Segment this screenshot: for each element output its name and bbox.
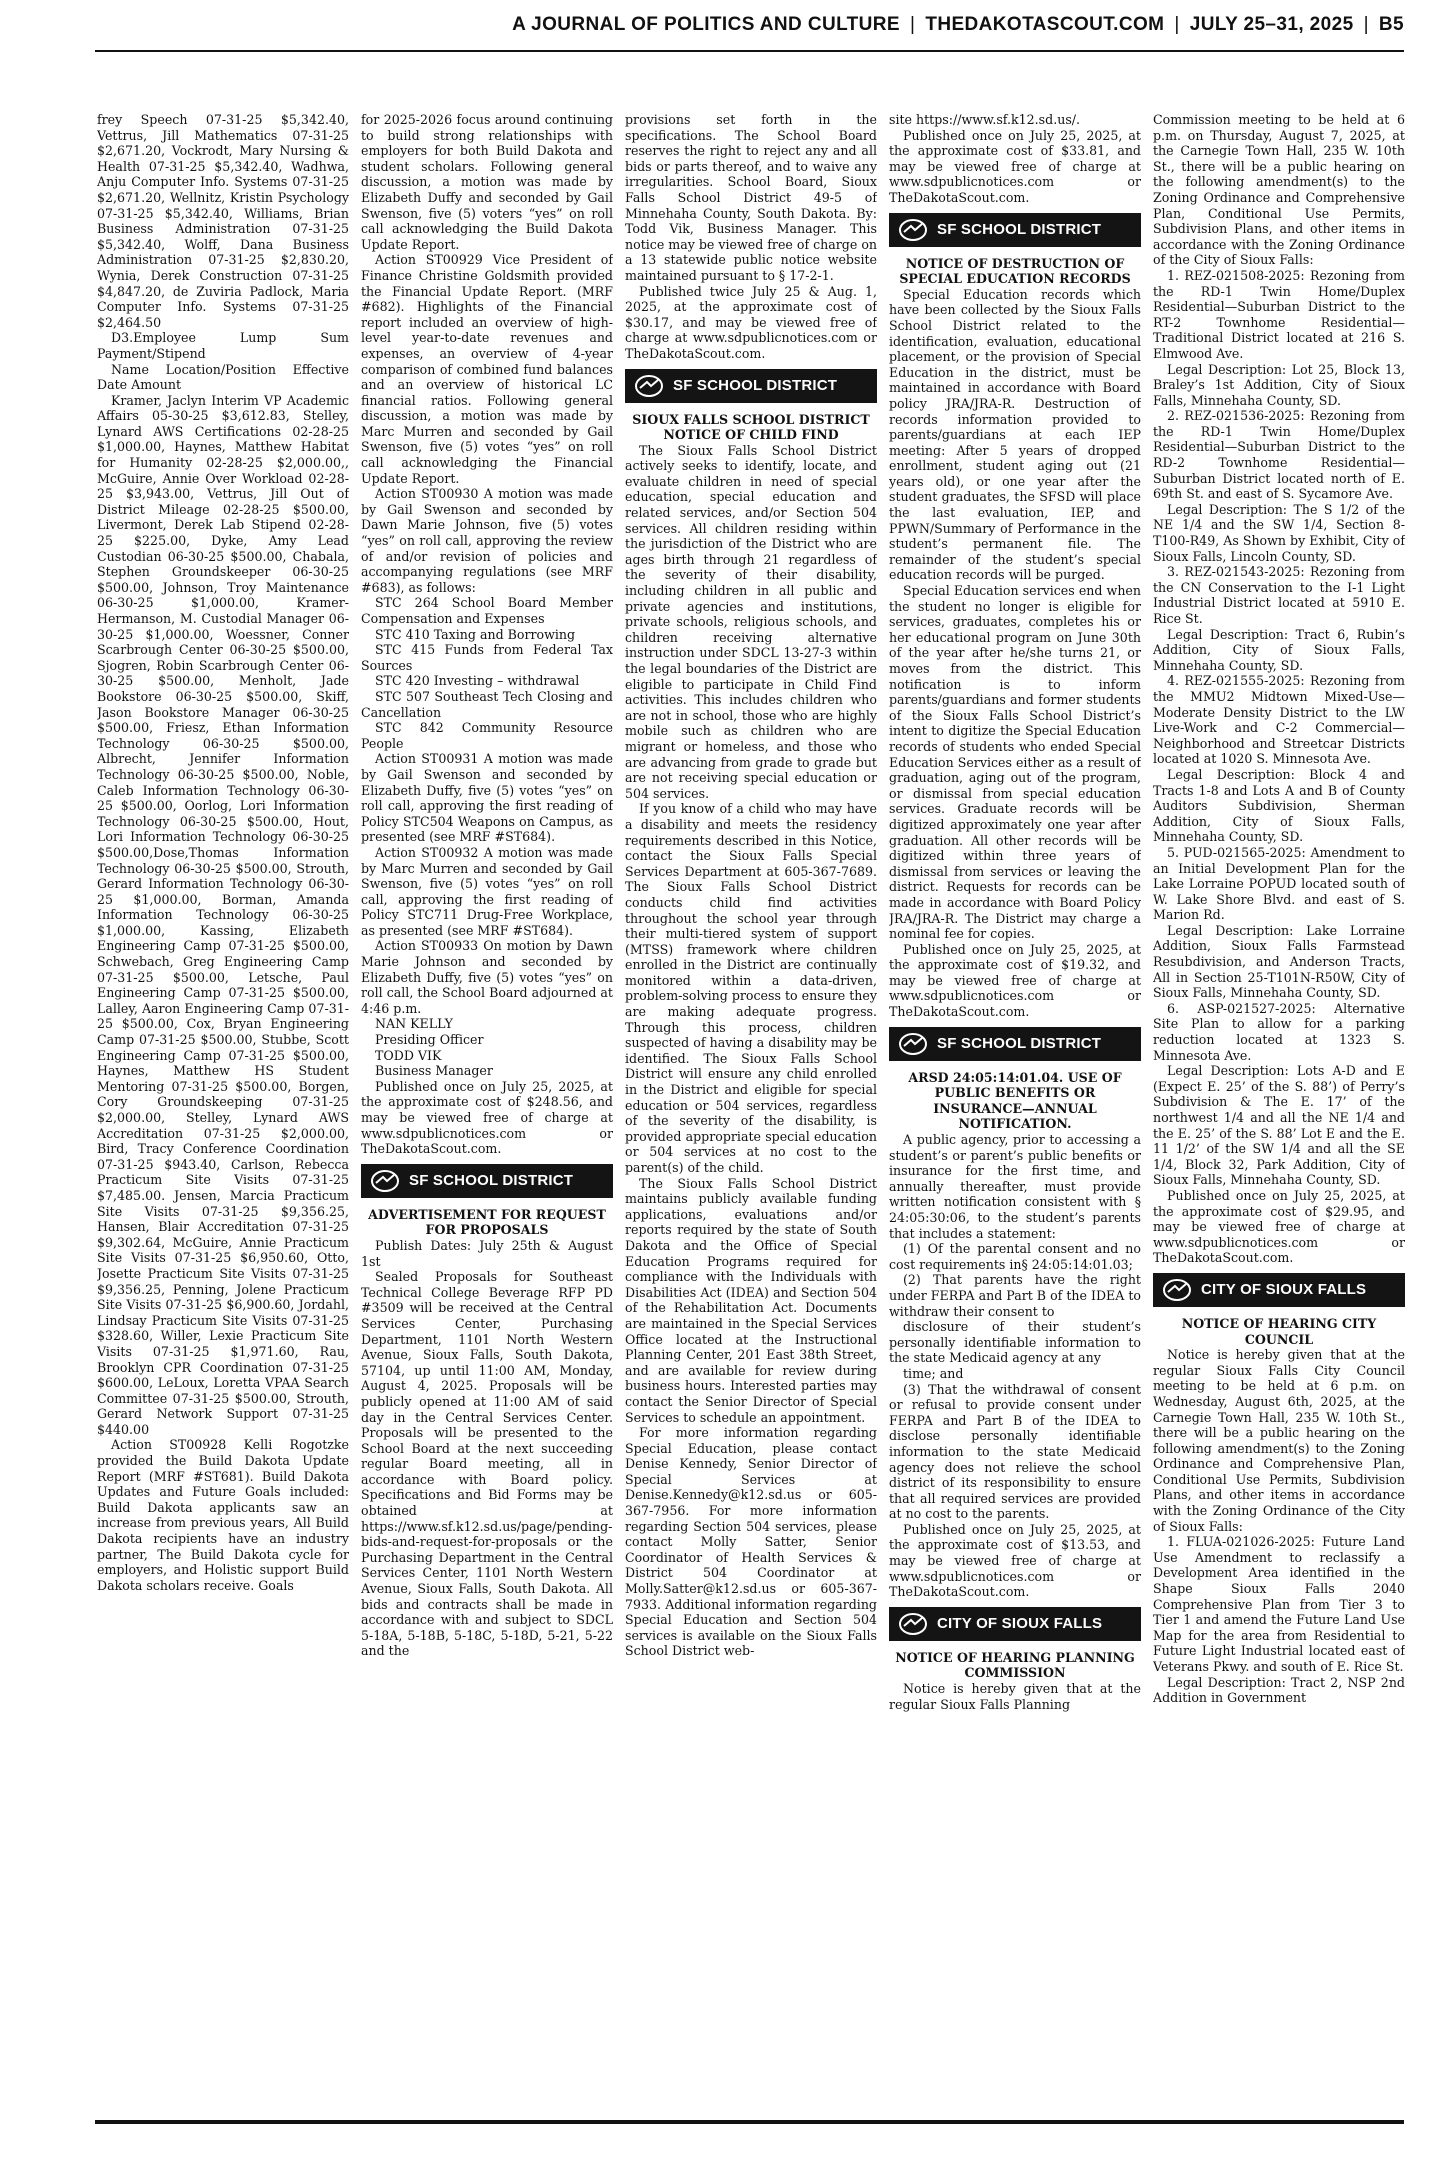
paragraph: If you know of a child who may have a disability and meets the residency requirements described in this Notice, contact the Sioux Falls Special Services Department at 605-367-7689. The Sioux Falls School District conducts child find activities throughout the school year through their multi-tiered system of support (MTSS) framework where children enrolled in the District are continually monitored within a data-driven, problem-solving process to ensure they are making adequate progress. Through this process, children suspected of having a disability may be identified. The Sioux Falls School District will ensure any child enrolled in the District and eligible for special education or 504 services, regardless of the severity of the disability, is provided appropriate special education or 504 services at no cost to the parent(s) of the child. [625,801,877,1175]
paragraph: STC 410 Taxing and Borrowing [375,626,576,642]
paragraph: Published once on July 25, 2025, at the approximate cost of $33.81, and may be viewed free of charge at www.sdpublicnotices.com or TheDakotaScout.com. [889,127,1141,205]
paragraph: Action ST00931 A motion was made by Gail Swenson and seconded by Elizabeth Duffy, five (5) votes “yes” on roll call, approving the first reading of Policy STC504 Weapons on Campus, as presented (see MRF #ST684). [361,751,613,845]
column-1 [97,112,349,2110]
paragraph: Published twice July 25 & Aug. 1, 2025, at the approximate cost of $30.17, and may be viewed free of charge at www.sdpublicnotices.com or TheDakotaScout.com. [625,283,877,361]
paragraph: Action ST00933 On motion by Dawn Marie Johnson and seconded by Elizabeth Duffy, five (5) votes “yes” on roll call, the School Board adjourned at 4:46 p.m. [361,938,613,1016]
paragraph: Legal Description: Block 4 and Tracts 1-8 and Lots A and B of County Auditors Subdivision, Sherman Addition, City of Sioux Falls, Minnehaha County, SD. [1153,766,1405,845]
section-title: SF SCHOOL DISTRICT [673,376,838,394]
paragraph: 6. ASP-021527-2025: Alternative Site Plan to allow for a parking reduction located at 1323 S. Minnesota Ave. [1153,1000,1405,1063]
paragraph: site https://www.sf.k12.sd.us/. [889,112,1081,127]
paragraph: (3) That the withdrawal of consent or refusal to provide consent under FERPA and Part B of the IDEA to disclose personally identifiable information to the state Medicaid agency does not relieve the school district of its responsibility to ensure that all required services are provided at no cost to the parents. [889,1381,1141,1522]
signature-line: Presiding Officer [375,1032,484,1048]
paragraph: STC 264 School Board Member Compensation and Expenses [361,595,613,626]
section-title: SF SCHOOL DISTRICT [937,220,1102,238]
paragraph: The Sioux Falls School District actively seeks to identify, locate, and evaluate children in need of special education, special education and related services, and/or Section 504 services. All children residing within the jurisdiction of the District who are ages birth through 21 regardless of the severity of their disability, including children in all public and private agencies and institutions, private schools, religious schools, and children receiving alternative instruction under SDCL 13-27-3 within the legal boundaries of the District are eligible to participate in Child Find activities. This includes children who are not in school, those who are highly mobile such as children who are migrant or homeless, and those who are advancing from grade to grade but are not receiving special education or 504 services. [625,442,877,801]
scout-logo-icon [1159,1275,1195,1305]
header-divider: | [1363,14,1369,35]
paragraph: The Sioux Falls School District maintains publicly available funding applications, evaluations and/or reports required by the state of South Dakota and the Office of Special Education Programs required for compliance with the Individuals with Disabilities Act (IDEA) and Section 504 of the Rehabilitation Act. Documents are maintained in the Special Services Office located at the Instructional Planning Center, 201 East 38th Street, and are available for review during business hours. Interested parties may contact the Senior Director of Special Services to schedule an appointment. [625,1175,877,1425]
section-bar [625,369,877,403]
paragraph: Action ST00928 Kelli Rogotzke provided the Build Dakota Update Report (MRF #ST681). Build Dakota Updates and Future Goals included: Build Dakota applicants saw an increase from previous years, All Build Dakota recipients have an industry partner, The Build Dakota cycle for employers, and Holistic support Build Dakota scholars receive. Goals [97,1437,349,1593]
signature-line: Business Manager [375,1063,493,1079]
section-title: CITY OF SIOUX FALLS [1201,1281,1367,1299]
paragraph: Action ST00929 Vice President of Finance Christine Goldsmith provided the Financial Update Report. (MRF #682). Highlights of the Financial report included an overview of high-level year-to-date revenues and expenses, an overview of 4-year comparison of combined fund balances and an overview of historical LC financial ratios. Following general discussion, a motion was made by Marc Murren and seconded by Gail Swenson, five (5) votes “yes” on roll call acknowledging the Financial Update Report. [361,252,613,486]
section-bar [361,1164,613,1198]
scout-logo-icon [895,1609,931,1639]
scout-logo-icon [367,1166,403,1196]
paragraph: disclosure of their student’s personally identifiable information to the state Medicaid agency at any [889,1319,1141,1366]
section-bar [889,1027,1141,1061]
notice-title: ADVERTISEMENT FOR REQUEST FOR PROPOSALS [368,1206,606,1238]
signature-line: NAN KELLY [375,1016,453,1032]
scout-logo-icon [631,371,667,401]
notice-title: NOTICE OF DESTRUCTION OF SPECIAL EDUCATION RECORDS [899,255,1131,287]
paragraph: 5. PUD-021565-2025: Amendment to an Initial Development Plan for the Lake Lorraine POPUD located south of W. Lake Shore Blvd. and east of S. Marion Rd. [1153,844,1405,923]
paragraph: Notice is hereby given that at the regular Sioux Falls City Council meeting to be held at 6 p.m. on Wednesday, August 6th, 2025, at the Carnegie Town Hall, 235 W. 10th St., there will be a public hearing on the following amendment(s) to the Zoning Ordinance and Comprehensive Plan, Conditional Use Permits, Subdivision Plans, and other items in accordance with the Zoning Ordinance of the City of Sioux Falls: [1153,1347,1405,1534]
paragraph: 2. REZ-021536-2025: Rezoning from the RD-1 Twin Home/Duplex Residential—Suburban District to the RD-2 Townhome Residential—Suburban District located north of E. 69th St. and east of S. Sycamore Ave. [1153,408,1405,502]
paragraph: Sealed Proposals for Southeast Technical College Beverage RFP PD #3509 will be received at the Central Services Center, Purchasing Department, 1101 North Western Avenue, Sioux Falls, South Dakota, 57104, up until 11:00 AM, Monday, August 4, 2025. Proposals will be publicly opened at 11:00 AM of said day in the Central Services Center. Proposals will be presented to the School Board at the next succeeding regular Board meeting, all in accordance with Board policy. Specifications and Bid Forms may be obtained at https://www.sf.k12.sd.us/page/pending-bids-and-request-for-proposals or the Purchasing Department in the Central Services Center, 1101 North Western Avenue, Sioux Falls, South Dakota. All bids and contracts shall be made in accordance with and subject to SDCL 5-18A, 5-18B, 5-18C, 5-18D, 5-21, 5-22 and the [361,1269,613,1659]
paragraph: STC 507 Southeast Tech Closing and Cancellation [361,688,613,720]
section-bar [889,1607,1141,1641]
section-bar [1153,1273,1405,1307]
paragraph: Publish Dates: July 25th & August 1st [361,1237,613,1269]
notice-title: NOTICE OF HEARING PLANNING COMMISSION [895,1649,1135,1681]
paragraph: For more information regarding Special Education, please contact Denise Kennedy, Senior Director of Special Services at Denise.Kennedy@k12.sd.us or 605-367-7956. For more information regarding Section 504 services, please contact Molly Satter, Senior Coordinator of Health Services & District 504 Coordinator at Molly.Satter@k12.sd.us or 605-367-7933. Additional information regarding Special Education and Section 504 services is available on the Sioux Falls School District web- [625,1425,877,1659]
paragraph: provisions set forth in the specifications. The School Board reserves the right to reject any and all bids or parts thereof, and to waive any irregularities. School Board, Sioux Falls School District 49-5 of Minnehaha County, South Dakota. By: Todd Vik, Business Manager. This notice may be viewed free of charge on a 13 statewide public notice website maintained pursuant to § 17-2-1. [625,112,877,283]
notice-columns [97,112,1403,2110]
paragraph: Action ST00930 A motion was made by Gail Swenson and seconded by Dawn Marie Johnson, five (5) votes “yes” on roll call, approving the review of and/or revision of policies and accompanying regulations (see MRF #683), as follows: [361,486,613,595]
paragraph: D3.Employee Lump Sum Payment/Stipend [97,330,349,361]
paragraph: Legal Description: Lots A-D and E (Expect E. 25’ of the S. 88’) of Perry’s Subdivision & The E. 17’ of the northwest 1/4 and all the NE 1/4 and the E. 25’ of the S. 88’ Lot E and the E. 11 1/2’ of the SW 1/4 and all the SE 1/4, Block 32, Park Addition, City of Sioux Falls, Minnehaha County, SD. [1153,1063,1405,1188]
scout-logo-icon [895,1029,931,1059]
section-bar [889,213,1141,247]
header-divider: | [1174,14,1180,35]
footer-rule [95,2120,1404,2124]
paragraph: (2) That parents have the right under FERPA and Part B of the IDEA to withdraw their consent to [889,1272,1141,1319]
column-4 [889,112,1141,2110]
journal-tagline: A JOURNAL OF POLITICS AND CULTURE [512,14,900,35]
paragraph: Published once on July 25, 2025, at the approximate cost of $19.32, and may be viewed free of charge at www.sdpublicnotices.com or TheDakotaScout.com. [889,941,1141,1020]
paragraph: Legal Description: Tract 2, NSP 2nd Addition in Government [1153,1674,1405,1706]
site-name: THEDAKOTASCOUT.COM [925,14,1165,35]
paragraph: Special Education records which have been collected by the Sioux Falls School District related to the identification, evaluation, educational placement, or the provision of Special Education in the district, must be maintained in accordance with Board policy JRA/JRA-R. Destruction of records information provided to parents/guardians at each IEP meeting: After 5 years of dropped enrollment, student aging out (21 years old), or one year after the student graduates, the SFSD will place the last evaluation, IEP, and PPWN/Summary of Performance in the student’s permanent file. The remainder of the student’s special education records will be purged. [889,286,1141,583]
page-number: B5 [1378,14,1404,35]
column-3 [625,112,877,2110]
header-divider: | [909,14,916,35]
notice-title: ARSD 24:05:14:01.04. USE OF PUBLIC BENEFITS OR INSURANCE—ANNUAL NOTIFICATION. [908,1069,1122,1132]
paragraph: 1. REZ-021508-2025: Rezoning from the RD-1 Twin Home/Duplex Residential—Suburban District to the RT-2 Townhome Residential—Traditional District located at 216 S. Elmwood Ave. [1153,267,1405,361]
notice-title: SIOUX FALLS SCHOOL DISTRICT NOTICE OF CHILD FIND [632,411,870,443]
paragraph: STC 842 Community Resource People [361,720,613,751]
paragraph: Name Location/Position Effective Date Amount [97,361,349,393]
paragraph: A public agency, prior to accessing a student’s or parent’s public benefits or insurance for the first time, and annually thereafter, must provide written notification consistent with § 24:05:30:06, to the student’s parents that includes a statement: [889,1132,1141,1241]
paragraph: 3. REZ-021543-2025: Rezoning from the CN Conservation to the I-1 Light Industrial District located at 5910 E. Rice St. [1153,564,1405,626]
column-5 [1153,112,1405,2110]
section-title: CITY OF SIOUX FALLS [937,1615,1103,1633]
paragraph: for 2025-2026 focus around continuing to build strong relationships with employers for both Build Dakota and student scholars. Following general discussion, a motion was made by Elizabeth Duffy and seconded by Gail Swenson, five (5) voters “yes” on roll call acknowledging the Build Dakota Update Report. [361,112,613,252]
paragraph: Published once on July 25, 2025, at the approximate cost of $29.95, and may be viewed free of charge at www.sdpublicnotices.com or TheDakotaScout.com. [1153,1187,1405,1266]
scout-logo-icon [895,215,931,245]
paragraph: 1. FLUA-021026-2025: Future Land Use Amendment to reclassify a Development Area identified in the Shape Sioux Falls 2040 Comprehensive Plan from Tier 3 to Tier 1 and amend the Future Land Use Map for the area from Residential to Future Light Industrial located east of Veterans Pkwy. and south of E. Rice St. [1153,1534,1405,1674]
paragraph: Action ST00932 A motion was made by Marc Murren and seconded by Gail Swenson, five (5) votes “yes” on roll call, approving the first reading of Policy STC711 Drug-Free Workplace, as presented (see MRF #ST684). [361,844,613,938]
paragraph: (1) Of the parental consent and no cost requirements in§ 24:05:14:01.03; [889,1241,1141,1272]
paragraph: Legal Description: Lake Lorraine Addition, Sioux Falls Farmstead Resubdivision, and Anderson Tracts, All in Section 25-T101N-R50W, City of Sioux Falls, Minnehaha County, SD. [1153,922,1405,1001]
paragraph: STC 420 Investing – withdrawal [375,673,580,689]
paragraph: Notice is hereby given that at the regular Sioux Falls Planning [889,1681,1141,1712]
paragraph: frey Speech 07-31-25 $5,342.40, Vettrus, Jill Mathematics 07-31-25 $2,671.20, Vockrodt, Mary Nursing & Health 07-31-25 $5,342.40, Wadhwa, Anju Computer Info. Systems 07-31-25 $2,671.20, Wellnitz, Kristin Psychology 07-31-25 $5,342.40, Williams, Brian Business Administration 07-31-25 $5,342.40, Wolff, Dana Business Administration 07-31-25 $2,830.20, Wynia, Derek Construction 07-31-25 $4,847.20, de Zuviria Padlock, Maria Computer Info. Systems 07-31-25 $2,464.50 [97,112,349,330]
signature-line: TODD VIK [375,1047,442,1063]
column-2 [361,112,613,2110]
paragraph: time; and [903,1365,964,1381]
section-title: SF SCHOOL DISTRICT [409,1171,574,1189]
paragraph: STC 415 Funds from Federal Tax Sources [361,642,613,673]
paragraph: Published once on July 25, 2025, at the approximate cost of $248.56, and may be viewed free of charge at www.sdpublicnotices.com or TheDakotaScout.com. [361,1078,613,1157]
paragraph: Kramer, Jaclyn Interim VP Academic Affairs 05-30-25 $3,612.83, Stelley, Lynard AWS Certifications 02-28-25 $1,000.00, Haynes, Matthew Habitat for Humanity 02-28-25 $2,000.00,, McGuire, Annie Over Workload 02-28-25 $3,943.00, Vettrus, Jill Out of District Mileage 02-28-25 $500.00, Livermont, Derek Lab Stipend 02-28-25 $225.00, Dyke, Amy Lead Custodian 06-30-25 $500.00, Chabala, Stephen Groundskeeper 06-30-25 $500.00, Johnson, Troy Maintenance 06-30-25 $1,000.00, Kramer-Hermanson, M. Custodial Manager 06-30-25 $1,000.00, Woessner, Conner Scarbrough Center 06-30-25 $500.00, Sjogren, Robin Scarbrough Center 06-30-25 $500.00, Menholt, Jade Bookstore 06-30-25 $500.00, Skiff, Jason Bookstore Manager 06-30-25 $500.00, Friesz, Ethan Information Technology 06-30-25 $500.00, Albrecht, Jennifer Information Technology 06-30-25 $500.00, Noble, Caleb Information Technology 06-30-25 $500.00, Oorlog, Lori Information Technology 06-30-25 $500.00, Hout, Lori Information Technology 06-30-25 $500.00,Dose,Thomas Information Technology 06-30-25 $500.00, Strouth, Gerard Information Technology 06-30-25 $1,000.00, Borman, Amanda Information Technology 06-30-25 $1,000.00, Kassing, Elizabeth Engineering Camp 07-31-25 $500.00, Schwebach, Greg Engineering Camp 07-31-25 $500.00, Letsche, Paul Engineering Camp 07-31-25 $500.00, Lalley, Aaron Engineering Camp 07-31-25 $500.00, Cox, Bryan Engineering Camp 07-31-25 $500.00, Stubbe, Scott Engineering Camp 07-31-25 $500.00, Haynes, Matthew HS Student Mentoring 07-31-25 $500.00, Borgen, Cory Groundskeeping 07-31-25 $2,000.00, Stelley, Lynard AWS Accreditation 07-31-25 $2,000.00, Bird, Tracy Conference Coordination 07-31-25 $943.40, Carlson, Rebecca Practicum Site Visits 07-31-25 $7,485.00. Jensen, Marcia Practicum Site Visits 07-31-25 $9,356.25, Hansen, Blair Accreditation 07-31-25 $9,302.64, McGuire, Annie Practicum Site Visits 07-31-25 $6,950.60, Otto, Josette Practicum Site Visits 07-31-25 $9,356.25, Penning, Jolene Practicum Site Visits 07-31-25 $6,900.60, Jordahl, Lindsay Practicum Site Visits 07-31-25 $328.60, Willer, Lexie Practicum Site Visits 07-31-25 $1,971.60, Rau, Brooklyn CPR Coordination 07-31-25 $600.00, LeLoux, Loretta VPAA Search Committee 07-31-25 $500.00, Strouth, Gerard Network Support 07-31-25 $440.00 [97,392,349,1437]
notice-title: NOTICE OF HEARING CITY COUNCIL [1181,1315,1377,1347]
paragraph: Legal Description: Tract 6, Rubin’s Addition, City of Sioux Falls, Minnehaha County, SD. [1153,626,1405,673]
paragraph: Published once on July 25, 2025, at the approximate cost of $13.53, and may be viewed free of charge at www.sdpublicnotices.com or TheDakotaScout.com. [889,1521,1141,1600]
paragraph: 4. REZ-021555-2025: Rezoning from the MMU2 Midtown Mixed-Use—Moderate Density District to the LW Live-Work and C-2 Commercial—Neighborhood and Streetcar Districts located at 1020 S. Minnesota Ave. [1153,673,1405,767]
paragraph: Legal Description: The S 1/2 of the NE 1/4 and the SW 1/4, Section 8-T100-R49, As Shown by Exhibit, City of Sioux Falls, Lincoln County, SD. [1153,501,1405,564]
header-line [512,14,1404,36]
header-rule [95,50,1404,52]
paragraph: Special Education services end when the student no longer is eligible for services, graduates, completes his or her educational program on June 30th of the year after he/she turns 21, or moves from the district. This notification is to inform parents/guardians and former students of the Sioux Falls School District’s intent to digitize the Special Education records of students who ended Special Education Services either as a result of graduation, aging out of the program, or dismissal from special education services. Graduate records will be digitized approximately one year after graduation. All other records will be digitized within three years of dismissal from services or leaving the district. Requests for records can be made in accordance with Board Policy JRA/JRA-R. The District may charge a nominal fee for copies. [889,583,1141,942]
paragraph: Commission meeting to be held at 6 p.m. on Thursday, August 7, 2025, at the Carnegie Town Hall, 235 W. 10th St., there will be a public hearing on the following amendment(s) to the Zoning Ordinance and Comprehensive Plan, Conditional Use Permits, Subdivision Plans, and other items in accordance with the Zoning Ordinance of the City of Sioux Falls: [1153,112,1405,268]
paragraph: Legal Description: Lot 25, Block 13, Braley’s 1st Addition, City of Sioux Falls, Minnehaha County, SD. [1153,361,1405,408]
issue-dates: JULY 25–31, 2025 [1189,14,1354,35]
page-header [0,0,1456,62]
section-title: SF SCHOOL DISTRICT [937,1034,1102,1052]
